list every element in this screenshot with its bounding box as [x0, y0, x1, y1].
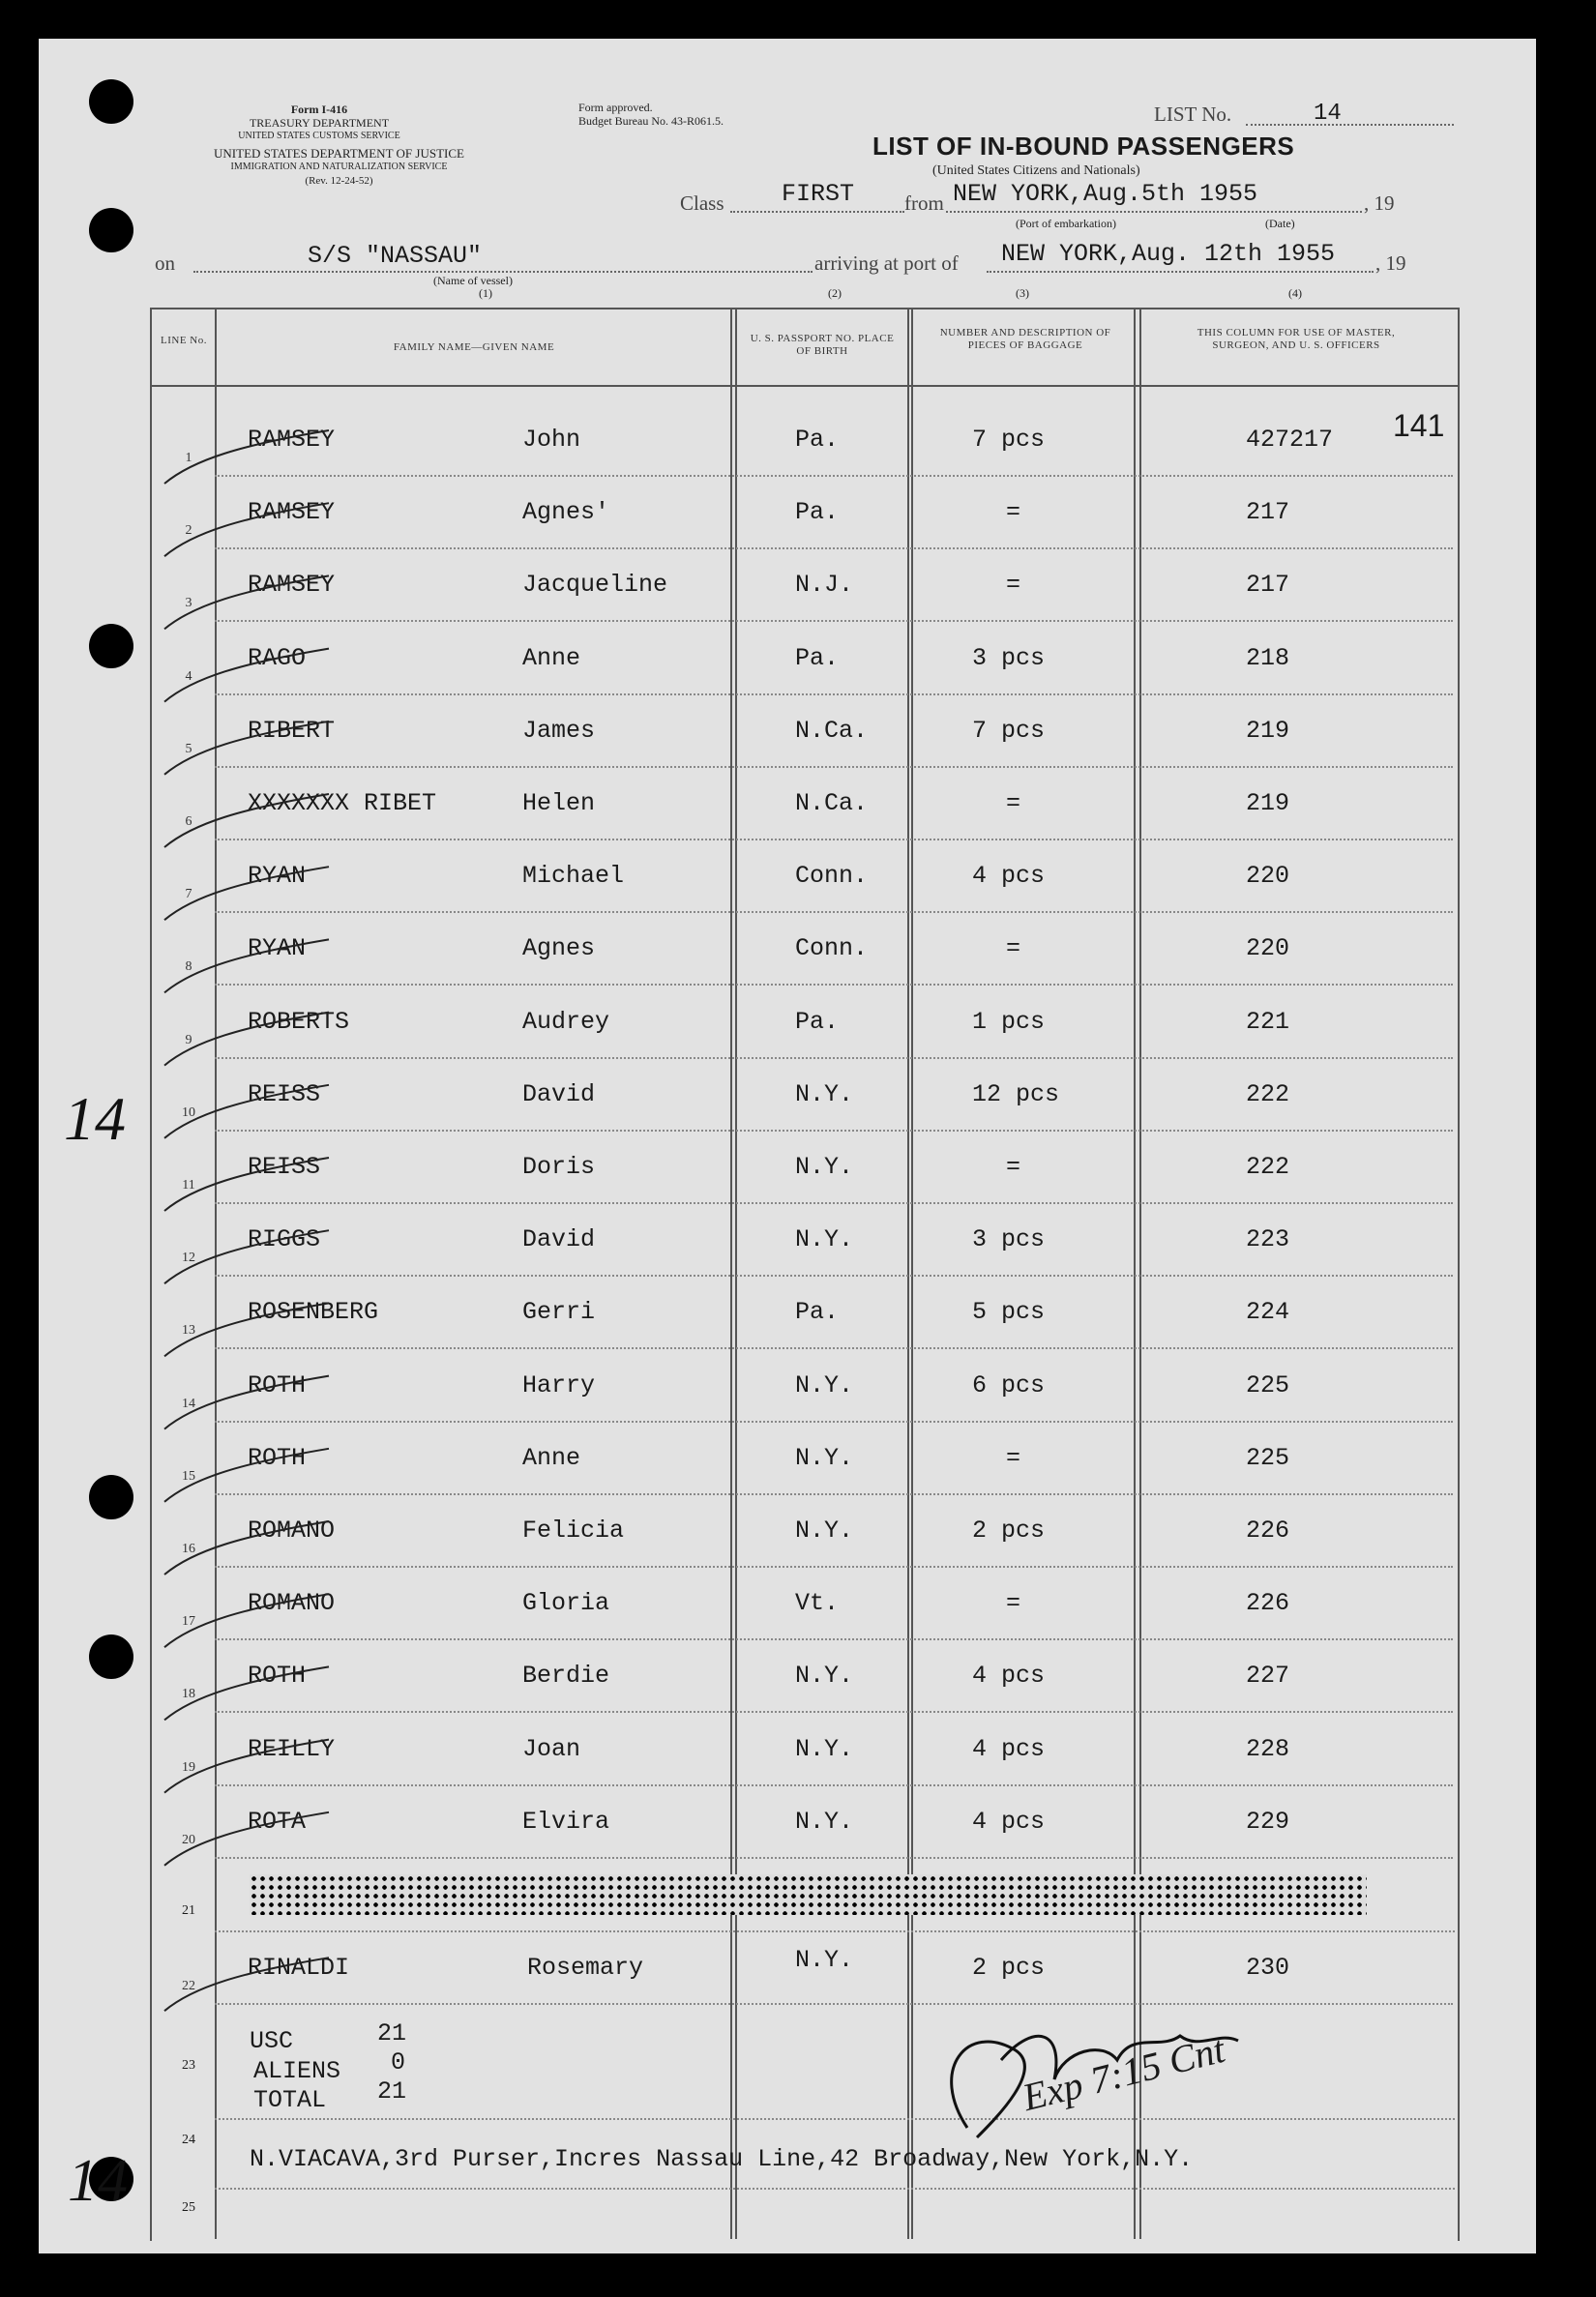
family-name: ROBERTS [248, 1007, 350, 1036]
baggage: 4 pcs [972, 1662, 1046, 1691]
baggage: = [1006, 789, 1021, 817]
department: TREASURY DEPARTMENT [249, 116, 390, 130]
line-number-25: 25 [182, 2200, 195, 2215]
baggage: = [1006, 571, 1021, 600]
place-of-birth: N.Y. [795, 1946, 854, 1974]
given-name: David [522, 1079, 596, 1108]
baggage: 5 pcs [972, 1298, 1046, 1327]
col-header-passport: U. S. PASSPORT NO. PLACE OF BIRTH [750, 333, 895, 357]
check-mark [164, 1085, 329, 1138]
check-mark [164, 1376, 329, 1429]
check-mark [164, 1812, 329, 1866]
officer-number: 224 [1246, 1298, 1290, 1327]
line-number: 20 [182, 1832, 195, 1847]
line-number: 17 [182, 1614, 195, 1630]
class-label: Class [680, 191, 724, 215]
given-name: Doris [522, 1153, 596, 1181]
margin-note-bottom: 14 [68, 2148, 128, 2214]
given-name: Audrey [522, 1007, 610, 1036]
place-of-birth: Conn. [795, 934, 869, 963]
line-number-21: 21 [182, 1903, 195, 1918]
family-name: ROTH [248, 1443, 307, 1472]
place-of-birth: N.Ca. [795, 789, 869, 817]
page-mark: 141 [1393, 408, 1445, 443]
family-name: REISS [248, 1153, 321, 1181]
line-number: 13 [182, 1323, 195, 1339]
given-name: James [522, 716, 596, 745]
place-of-birth: N.Y. [795, 1517, 854, 1545]
given-name: Agnes [522, 934, 596, 963]
place-of-birth: N.Y. [795, 1443, 854, 1472]
officer-number: 217 [1246, 571, 1290, 600]
given-name: Jacqueline [522, 571, 668, 600]
list-label: LIST No. [1154, 103, 1232, 126]
officer-number: 230 [1246, 1954, 1290, 1982]
given-name: Berdie [522, 1662, 610, 1691]
line-number: 10 [182, 1104, 195, 1120]
line-number: 2 [185, 523, 192, 539]
place-of-birth: Pa. [795, 1007, 840, 1036]
family-name: RINALDI [248, 1954, 350, 1982]
officer-number: 219 [1246, 789, 1290, 817]
baggage: = [1006, 1443, 1021, 1472]
family-name: RYAN [248, 862, 307, 891]
vessel-caption: (Name of vessel) [433, 274, 513, 287]
baggage: = [1006, 498, 1021, 527]
place-of-birth: Pa. [795, 1298, 840, 1327]
given-name: Gerri [522, 1298, 596, 1327]
officer-number: 220 [1246, 934, 1290, 963]
family-name: RYAN [248, 934, 307, 963]
family-name: RAMSEY [248, 426, 336, 454]
line-number: 6 [185, 814, 192, 829]
line-number: 18 [182, 1687, 195, 1702]
given-name: Harry [522, 1370, 596, 1399]
family-name: RAGO [248, 643, 307, 672]
from-label: from [904, 191, 944, 215]
given-name: Anne [522, 1443, 581, 1472]
family-name: XXXXXXX RIBET [248, 789, 437, 817]
given-name: John [522, 426, 581, 454]
place-of-birth: N.Y. [795, 1079, 854, 1108]
port-caption: (Port of embarkation) [1016, 217, 1116, 230]
officer-number: 227 [1246, 1662, 1290, 1691]
check-mark [164, 1013, 329, 1066]
officer-number: 217 [1246, 498, 1290, 527]
baggage: = [1006, 1153, 1021, 1181]
check-mark [164, 1303, 329, 1356]
vessel-name: S/S "NASSAU" [308, 242, 483, 270]
place-of-birth: N.Ca. [795, 716, 869, 745]
ins: IMMIGRATION AND NATURALIZATION SERVICE [230, 162, 448, 172]
place-of-birth: N.Y. [795, 1225, 854, 1254]
check-mark [164, 1594, 329, 1647]
family-name: RIGGS [248, 1225, 321, 1254]
given-name: Gloria [522, 1589, 610, 1618]
check-mark [164, 575, 329, 629]
baggage: 7 pcs [972, 426, 1046, 454]
officer-number: 223 [1246, 1225, 1290, 1254]
given-name: Felicia [522, 1517, 625, 1545]
col-header-line: LINE No. [161, 335, 207, 346]
officer-number: 220 [1246, 862, 1290, 891]
given-name: Joan [522, 1734, 581, 1763]
col-index-1: (1) [479, 286, 492, 300]
margin-note: 14 [64, 1084, 126, 1153]
baggage: 3 pcs [972, 1225, 1046, 1254]
place-of-birth: N.Y. [795, 1734, 854, 1763]
check-mark [164, 649, 329, 702]
line-number: 14 [182, 1396, 195, 1411]
officer-number: 218 [1246, 643, 1290, 672]
line-number-23: 23 [182, 2058, 195, 2073]
given-name: Agnes' [522, 498, 610, 527]
officer-number: 228 [1246, 1734, 1290, 1763]
col-header-name: FAMILY NAME—GIVEN NAME [393, 341, 555, 353]
col-index-3: (3) [1016, 286, 1029, 300]
family-name: RAMSEY [248, 571, 336, 600]
given-name: Elvira [522, 1807, 610, 1836]
officer-number: 226 [1246, 1517, 1290, 1545]
col-index-2: (2) [828, 286, 842, 300]
revision: (Rev. 12-24-52) [305, 175, 373, 187]
given-name: David [522, 1225, 596, 1254]
officer-number: 226 [1246, 1589, 1290, 1618]
baggage: 4 pcs [972, 1807, 1046, 1836]
officer-number: 219 [1246, 716, 1290, 745]
col-header-officers: THIS COLUMN FOR USE OF MASTER, SURGEON, AND U. S. OFFICERS [1197, 327, 1396, 351]
arriving-label: arriving at port of [814, 251, 959, 275]
list-number: 14 [1314, 101, 1342, 127]
place-of-birth: Pa. [795, 498, 840, 527]
place-of-birth: N.J. [795, 571, 854, 600]
officer-number: 229 [1246, 1807, 1290, 1836]
baggage: 2 pcs [972, 1517, 1046, 1545]
officer-number: 221 [1246, 1007, 1290, 1036]
place-of-birth: Pa. [795, 426, 840, 454]
given-name: Helen [522, 789, 596, 817]
usc-value: 21 [377, 2019, 407, 2047]
family-name: RAMSEY [248, 498, 336, 527]
baggage: = [1006, 934, 1021, 963]
check-mark [164, 503, 329, 556]
line-number: 11 [182, 1178, 195, 1193]
family-name: REILLY [248, 1734, 336, 1763]
line-number: 9 [185, 1032, 192, 1047]
officer-number: 222 [1246, 1079, 1290, 1108]
total-label: TOTAL [253, 2086, 327, 2114]
line-number: 7 [185, 887, 192, 902]
form-approved: Form approved. [578, 101, 653, 114]
baggage: 1 pcs [972, 1007, 1046, 1036]
line-number: 22 [182, 1979, 195, 1993]
budget-number: Budget Bureau No. 43-R061.5. [578, 114, 724, 128]
place-of-birth: Pa. [795, 643, 840, 672]
family-name: ROTH [248, 1370, 307, 1399]
handwritten-note: Exp 7:15 Cnt [1018, 2026, 1229, 2120]
family-name: ROTH [248, 1662, 307, 1691]
place-of-birth: N.Y. [795, 1807, 854, 1836]
check-mark [164, 794, 329, 847]
baggage: 3 pcs [972, 643, 1046, 672]
line-number: 3 [185, 596, 192, 611]
officer-number: 225 [1246, 1370, 1290, 1399]
place-of-birth: N.Y. [795, 1662, 854, 1691]
given-name: Anne [522, 643, 581, 672]
check-mark [164, 1666, 329, 1720]
check-mark [164, 1521, 329, 1575]
baggage: 12 pcs [972, 1079, 1060, 1108]
line-number: 4 [185, 668, 192, 684]
purser-footer: N.VIACAVA,3rd Purser,Incres Nassau Line,42 Broadway,New York,N.Y. [250, 2145, 1194, 2173]
total-value: 21 [377, 2077, 407, 2106]
line-number: 8 [185, 959, 192, 975]
baggage: 7 pcs [972, 716, 1046, 745]
check-mark [164, 1740, 329, 1793]
place-of-birth: N.Y. [795, 1153, 854, 1181]
baggage: 2 pcs [972, 1954, 1046, 1982]
port-embarkation: NEW YORK,Aug.5th 1955 [953, 180, 1258, 208]
date-caption: (Date) [1265, 217, 1295, 230]
officer-number: 427217 [1246, 426, 1334, 454]
line-number: 15 [182, 1468, 195, 1484]
check-mark [164, 867, 329, 920]
check-mark [164, 721, 329, 775]
year-suffix-2: , 19 [1375, 251, 1406, 275]
family-name: ROMANO [248, 1517, 336, 1545]
baggage: 4 pcs [972, 1734, 1046, 1763]
family-name: ROMANO [248, 1589, 336, 1618]
baggage: 6 pcs [972, 1370, 1046, 1399]
family-name: ROTA [248, 1807, 307, 1836]
check-mark [164, 1449, 329, 1502]
doj: UNITED STATES DEPARTMENT OF JUSTICE [214, 146, 464, 161]
line-number: 12 [182, 1251, 195, 1266]
form-number: Form I-416 [290, 103, 348, 116]
place-of-birth: Vt. [795, 1589, 840, 1618]
col-index-4: (4) [1288, 286, 1302, 300]
baggage: 4 pcs [972, 862, 1046, 891]
class-value: FIRST [782, 180, 855, 208]
col-header-baggage: NUMBER AND DESCRIPTION OF PIECES OF BAGGAGE [939, 327, 1111, 351]
year-suffix: , 19 [1364, 191, 1395, 215]
line-number: 19 [182, 1759, 195, 1775]
arrival-port: NEW YORK,Aug. 12th 1955 [1001, 240, 1336, 268]
on-label: on [155, 251, 175, 275]
line-number: 16 [182, 1542, 195, 1556]
line-number: 1 [185, 451, 192, 465]
baggage: = [1006, 1589, 1021, 1618]
page-title: LIST OF IN-BOUND PASSENGERS [872, 132, 1295, 161]
place-of-birth: Conn. [795, 862, 869, 891]
aliens-value: 0 [391, 2048, 406, 2076]
service: UNITED STATES CUSTOMS SERVICE [238, 131, 400, 141]
officer-number: 222 [1246, 1153, 1290, 1181]
check-mark [164, 1230, 329, 1283]
place-of-birth: N.Y. [795, 1370, 854, 1399]
page-subtitle: (United States Citizens and Nationals) [932, 163, 1140, 178]
check-mark [164, 939, 329, 992]
given-name: Rosemary [527, 1954, 644, 1982]
family-name: REISS [248, 1079, 321, 1108]
given-name: Michael [522, 862, 625, 891]
line-number-24: 24 [182, 2133, 195, 2147]
check-mark [164, 1158, 329, 1211]
family-name: RIBERT [248, 716, 336, 745]
aliens-label: ALIENS [253, 2057, 341, 2085]
usc-label: USC [250, 2027, 294, 2055]
line-number: 5 [185, 741, 192, 756]
family-name: ROSENBERG [248, 1298, 379, 1327]
check-mark [164, 1958, 329, 2011]
check-mark [164, 430, 329, 484]
officer-number: 225 [1246, 1443, 1290, 1472]
